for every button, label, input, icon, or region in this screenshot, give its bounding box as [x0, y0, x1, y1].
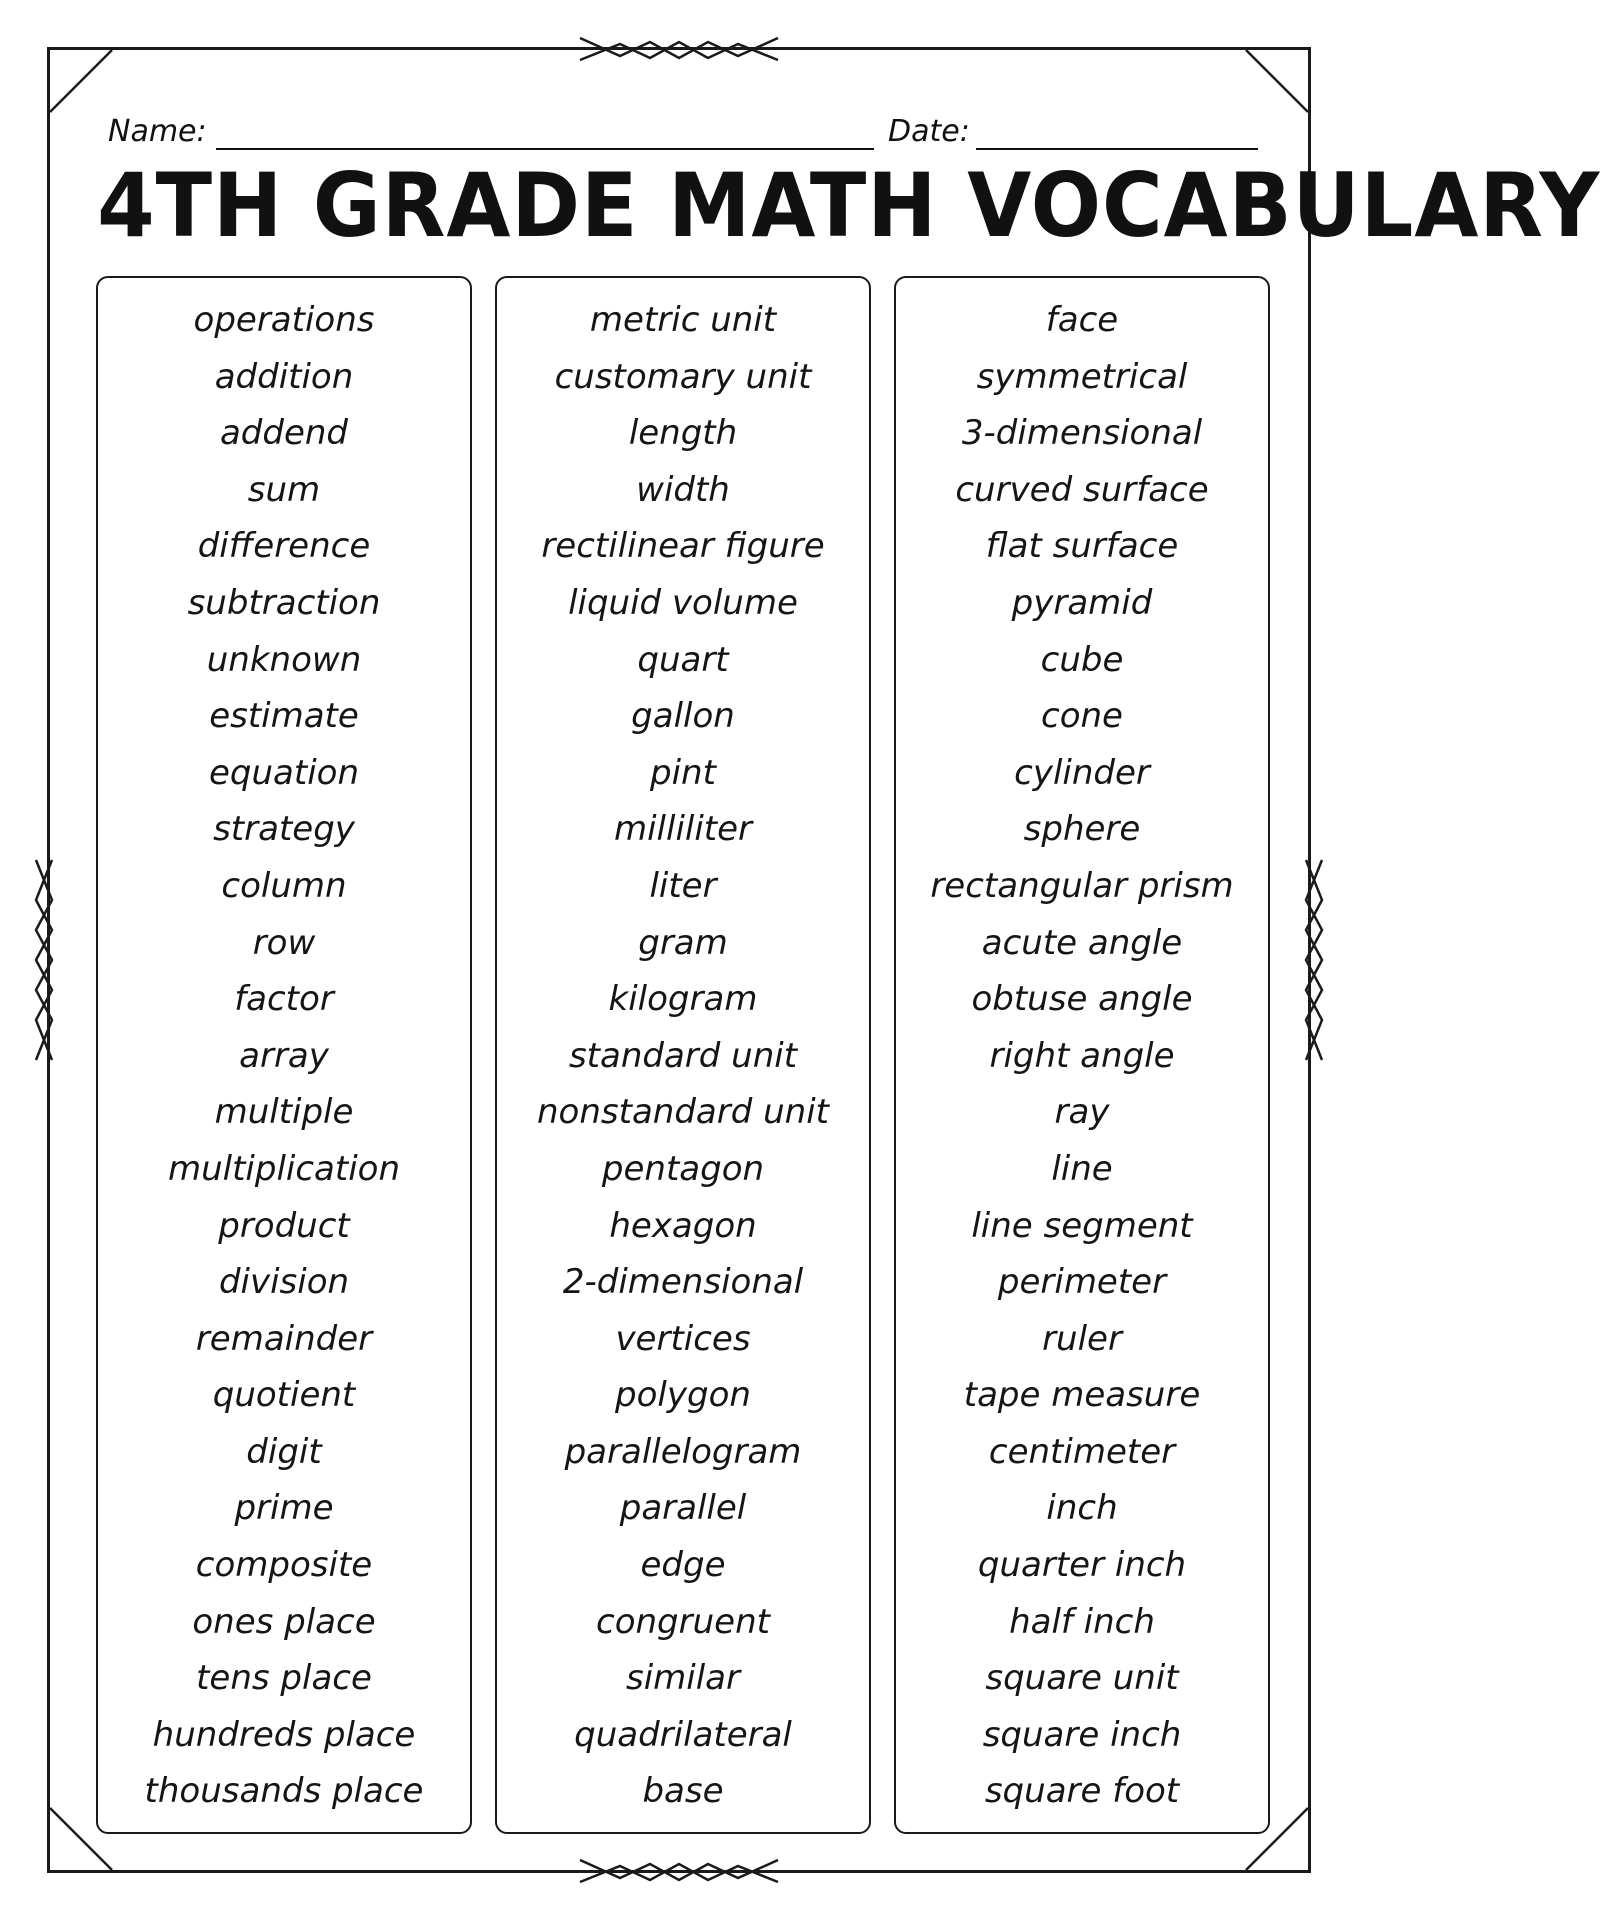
vocabulary-word: prime	[234, 1488, 334, 1529]
vocabulary-word: centimeter	[988, 1431, 1176, 1472]
vocabulary-word: pint	[650, 752, 716, 793]
vocabulary-word: array	[239, 1035, 329, 1076]
vocabulary-word: line segment	[971, 1205, 1193, 1246]
vocabulary-column-1	[96, 276, 472, 1834]
vocabulary-word: strategy	[213, 809, 355, 850]
vocabulary-word: line	[1051, 1148, 1113, 1189]
vocabulary-word: rectilinear figure	[541, 526, 825, 567]
vocabulary-word: liter	[649, 865, 717, 906]
vocabulary-word: addition	[214, 356, 354, 397]
vocabulary-word: face	[1045, 300, 1119, 340]
page-title: 4TH GRADE MATH VOCABULARY	[97, 154, 1600, 257]
vocabulary-word: digit	[246, 1431, 322, 1472]
vocabulary-word: difference	[197, 526, 371, 567]
vocabulary-word: nonstandard unit	[537, 1092, 829, 1133]
vocabulary-word: cube	[1040, 639, 1124, 680]
vocabulary-word: composite	[195, 1545, 373, 1586]
vocabulary-word: customary unit	[554, 356, 812, 397]
word-list	[497, 292, 869, 1820]
vocabulary-word: estimate	[209, 696, 359, 737]
word-list	[98, 292, 470, 1820]
vocabulary-word: square inch	[982, 1714, 1182, 1755]
vocabulary-word: cylinder	[1014, 752, 1150, 793]
vocabulary-word: division	[218, 1262, 350, 1303]
vocabulary-word: symmetrical	[976, 356, 1188, 397]
name-date-row	[108, 110, 1258, 154]
vocabulary-word: ruler	[1042, 1318, 1122, 1359]
vocabulary-word: factor	[234, 979, 334, 1020]
vocabulary-word: edge	[640, 1545, 726, 1586]
vocabulary-word: right angle	[989, 1035, 1175, 1076]
vocabulary-word: gram	[638, 922, 728, 963]
vocabulary-word: tape measure	[963, 1375, 1201, 1416]
vocabulary-word: acute angle	[981, 922, 1183, 963]
vocabulary-word: column	[221, 865, 347, 906]
vocabulary-word: addend	[219, 413, 349, 454]
vocabulary-word: tens place	[196, 1658, 372, 1699]
vocabulary-word: operations	[193, 300, 375, 340]
vocabulary-word: parallel	[619, 1488, 747, 1529]
vocabulary-word: vertices	[615, 1318, 751, 1359]
vocabulary-word: multiplication	[167, 1148, 401, 1189]
vocabulary-word: cone	[1041, 696, 1123, 737]
vocabulary-column-3	[894, 276, 1270, 1834]
vocabulary-column-2	[495, 276, 871, 1834]
vocabulary-word: perimeter	[997, 1262, 1167, 1303]
vocabulary-word: base	[642, 1771, 724, 1812]
vocabulary-word: flat surface	[985, 526, 1179, 567]
vocabulary-word: rectangular prism	[930, 865, 1234, 906]
vocabulary-word: sum	[247, 469, 321, 510]
vocabulary-word: hundreds place	[152, 1714, 416, 1755]
date-label: Date:	[888, 114, 970, 149]
vocabulary-word: subtraction	[187, 582, 381, 623]
vocabulary-word: thousands place	[144, 1771, 424, 1812]
vocabulary-word: length	[628, 413, 738, 454]
vocabulary-word: inch	[1046, 1488, 1118, 1529]
vocabulary-word: sphere	[1023, 809, 1141, 850]
vocabulary-word: quart	[637, 639, 729, 680]
vocabulary-word: ones place	[192, 1601, 376, 1642]
vocabulary-word: obtuse angle	[971, 979, 1193, 1020]
vocabulary-word: liquid volume	[568, 582, 798, 623]
vocabulary-word: remainder	[195, 1318, 373, 1359]
vocabulary-word: standard unit	[568, 1035, 798, 1076]
vocabulary-word: curved surface	[955, 469, 1209, 510]
vocabulary-word: row	[252, 922, 316, 963]
vocabulary-word: square unit	[985, 1658, 1179, 1699]
vocabulary-word: half inch	[1009, 1601, 1155, 1642]
vocabulary-word: equation	[208, 752, 359, 793]
vocabulary-word: unknown	[206, 639, 362, 680]
vocabulary-word: ray	[1054, 1092, 1110, 1133]
name-label: Name:	[108, 114, 207, 149]
vocabulary-word: multiple	[214, 1092, 354, 1133]
vocabulary-word: pentagon	[601, 1148, 765, 1189]
vocabulary-word: milliliter	[613, 809, 753, 850]
name-field[interactable]	[216, 148, 874, 150]
vocabulary-word: polygon	[615, 1375, 751, 1416]
vocabulary-word: gallon	[631, 696, 735, 737]
vocabulary-word: kilogram	[608, 979, 758, 1020]
vocabulary-word: 2-dimensional	[562, 1262, 804, 1303]
vocabulary-word: metric unit	[589, 300, 777, 340]
vocabulary-word: product	[218, 1205, 350, 1246]
vocabulary-word: 3-dimensional	[961, 413, 1203, 454]
word-list	[896, 292, 1268, 1820]
vocabulary-word: width	[636, 469, 730, 510]
date-field[interactable]	[976, 148, 1258, 150]
vocabulary-word: congruent	[596, 1601, 770, 1642]
vocabulary-word: parallelogram	[564, 1431, 802, 1472]
vocabulary-word: square foot	[984, 1771, 1180, 1812]
vocabulary-word: quadrilateral	[574, 1714, 792, 1755]
vocabulary-word: pyramid	[1011, 582, 1153, 623]
vocabulary-word: hexagon	[609, 1205, 757, 1246]
vocabulary-word: quotient	[212, 1375, 356, 1416]
vocabulary-word: quarter inch	[977, 1545, 1187, 1586]
vocabulary-word: similar	[626, 1658, 740, 1699]
